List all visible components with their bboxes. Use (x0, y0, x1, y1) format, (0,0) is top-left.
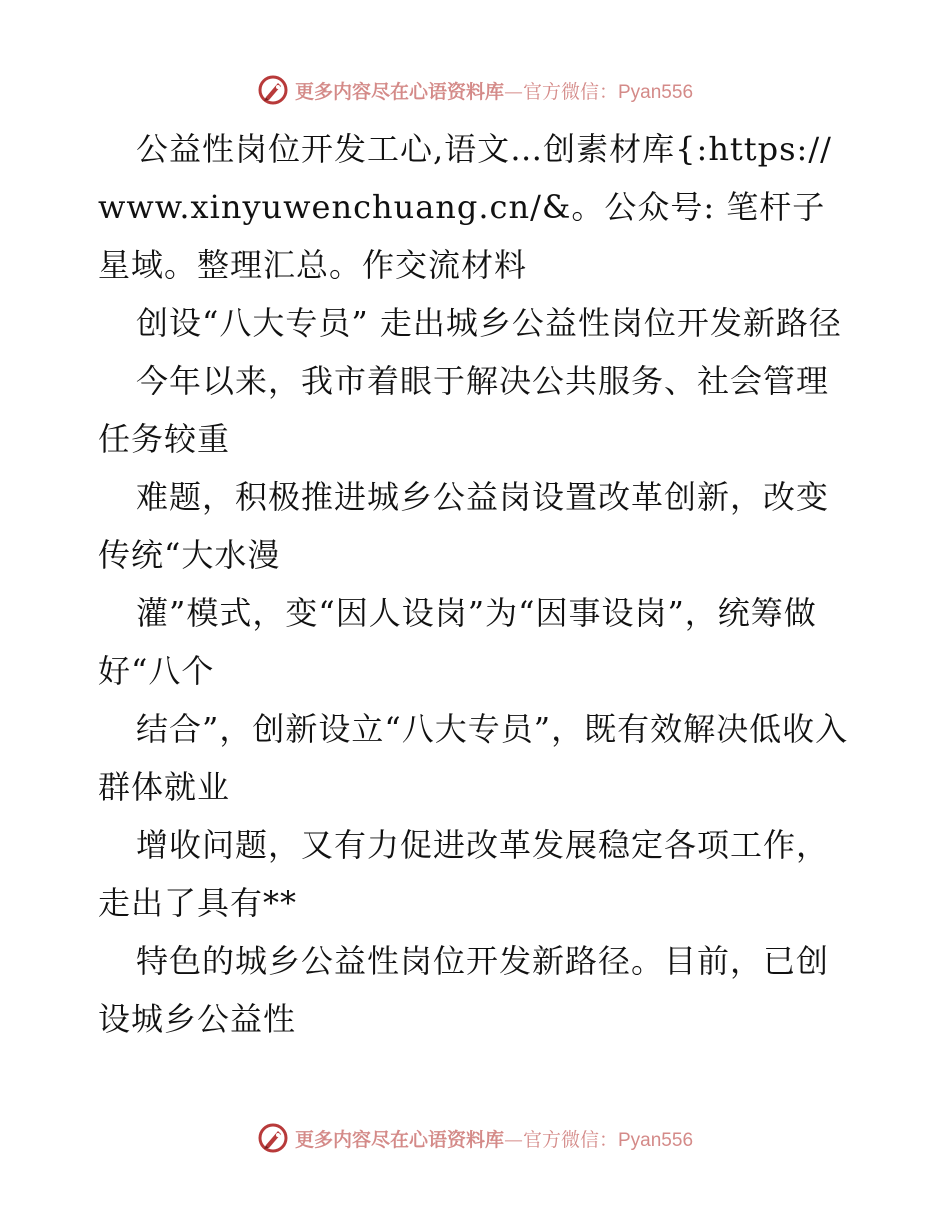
banner-main-text: 更多内容尽在心语资料库 (294, 1128, 504, 1151)
banner-separator: — (503, 1128, 523, 1151)
banner-wechat-label: 官方微信： (522, 80, 618, 103)
paragraph: 结合”，创新设立“八大专员”，既有效解决低收入群体就业 (98, 710, 849, 806)
banner-wechat-label: 官方微信： (522, 1128, 618, 1151)
paragraph: 增收问题，又有力促进改革发展稳定各项工作，走出了具有** (98, 826, 830, 922)
banner-text (295, 77, 693, 104)
pen-logo-icon (257, 74, 289, 106)
banner-wechat-id: Pyan556 (618, 81, 694, 103)
pen-logo-icon (257, 1122, 289, 1154)
header-watermark-banner (0, 70, 950, 110)
paragraph: 灌”模式，变“因人设岗”为“因事设岗”，统筹做好“八个 (98, 594, 817, 690)
paragraph: 公益性岗位开发工心,语文…创素材库{:https://www.xinyuwenchuang.cn/&。公众号: 笔杆子星域。整理汇总。作交流材料 (98, 130, 832, 284)
banner-wechat-id: Pyan556 (618, 1129, 694, 1151)
banner-main-text: 更多内容尽在心语资料库 (294, 80, 504, 103)
banner-separator: — (503, 80, 523, 103)
paragraph: 今年以来，我市着眼于解决公共服务、社会管理任务较重 (98, 362, 830, 458)
paragraph: 难题，积极推进城乡公益岗设置改革创新，改变传统“大水漫 (98, 478, 830, 574)
footer-watermark-banner (0, 1118, 950, 1158)
banner-text (295, 1125, 693, 1152)
document-body (98, 120, 858, 1048)
paragraph: 创设“八大专员” 走出城乡公益性岗位开发新路径 (136, 304, 842, 342)
paragraph: 特色的城乡公益性岗位开发新路径。目前，已创设城乡公益性 (98, 942, 830, 1038)
